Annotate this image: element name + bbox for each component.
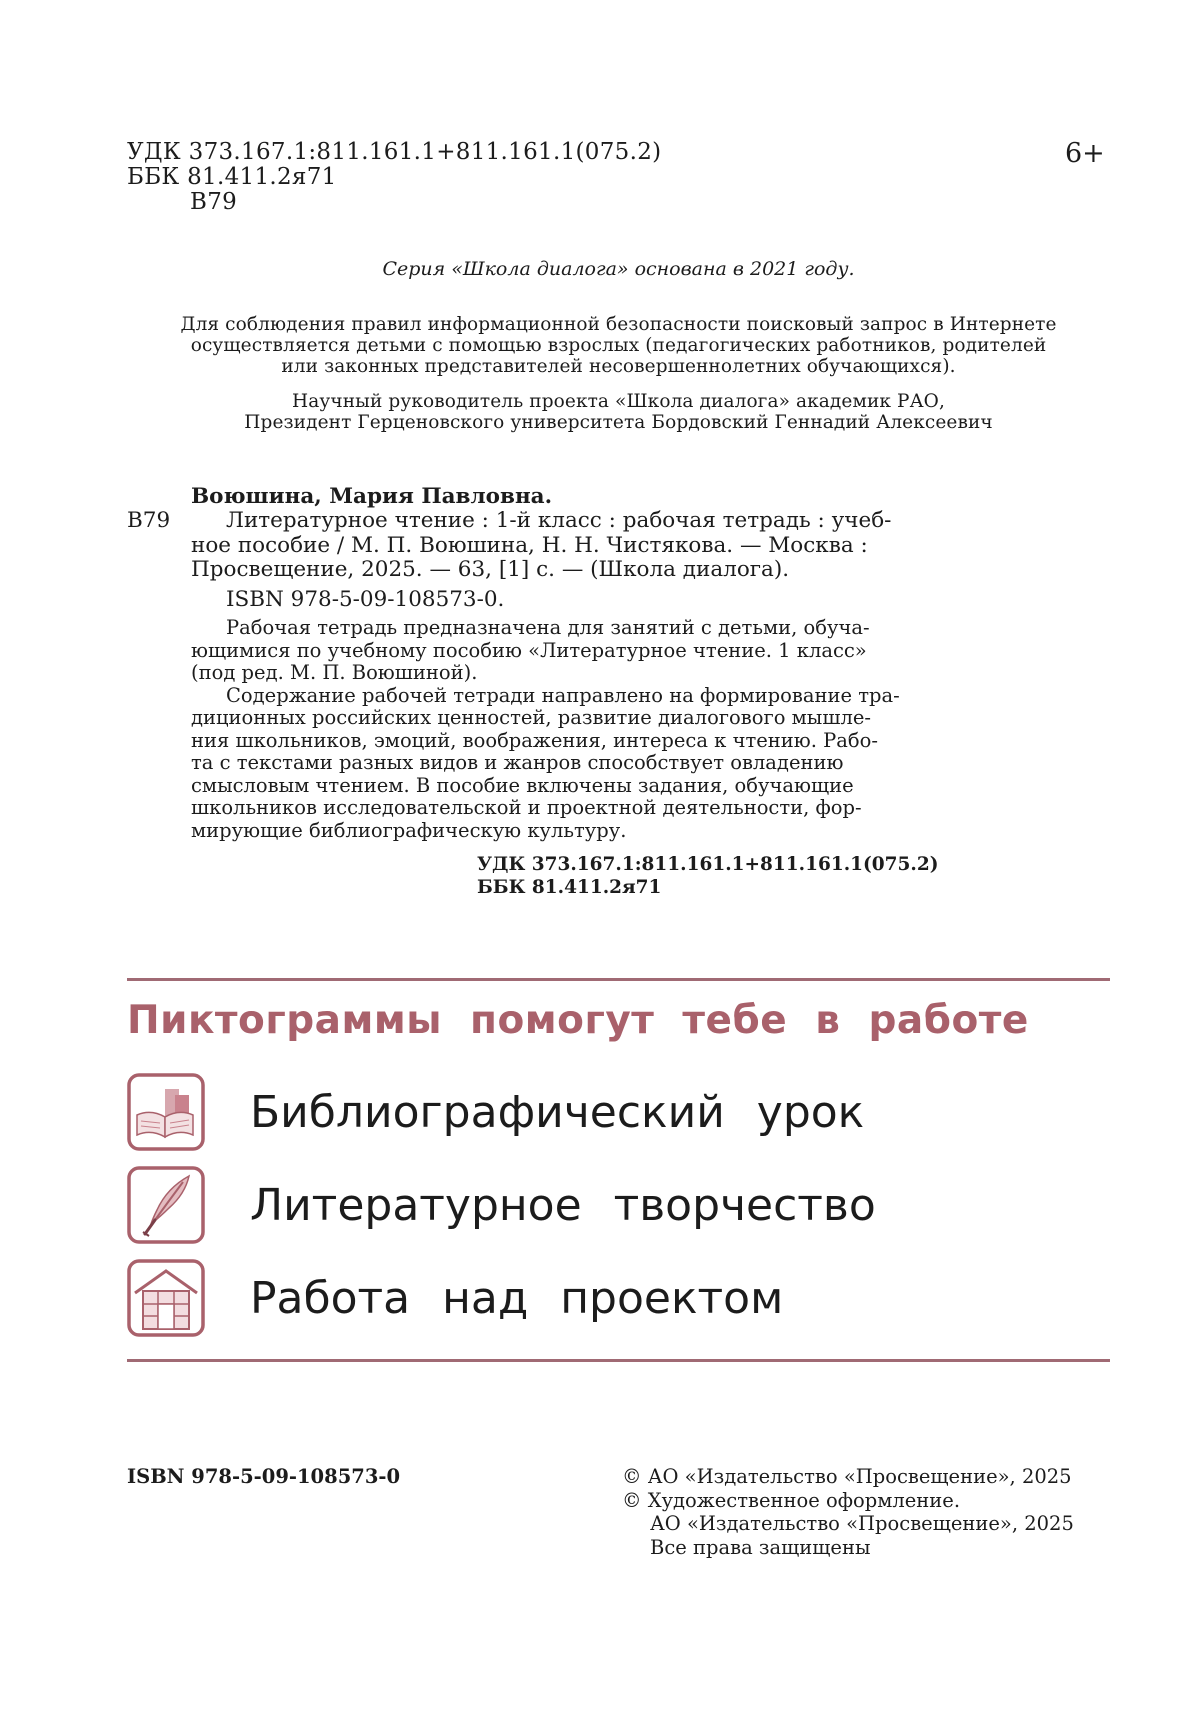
annotation-line: та с текстами разных видов и жанров способствует овладению [191,751,844,774]
annotation-line: ния школьников, эмоций, воображения, интереса к чтению. Рабо- [191,728,878,752]
supervisor-note-line: Президент Герценовского университета Бордовский Геннадий Алексеевич [244,412,993,433]
copyright-line: © Художественное оформление. [622,1488,961,1512]
annotation-line: ющимися по учебному пособию «Литературное чтение. 1 класс» [191,638,867,662]
section-divider-bottom [127,1359,1110,1362]
header-classification [127,140,661,215]
pictogram-label: Библиографический урок [250,1086,865,1138]
safety-note-line: осуществляется детьми с помощью взрослых (педагогических работников, родителей [190,335,1047,356]
pictogram-label: Работа над проектом [250,1272,784,1324]
annotation-line: диционных российских ценностей, развитие диалогового мышле- [191,706,871,729]
annotation-line: смысловым чтением. В пособие включены задания, обучающие [191,773,854,797]
annotation-line: Рабочая тетрадь предназначена для занятий с детьми, обуча- [226,616,870,639]
annotation-line: мирующие библиографическую культуру. [191,818,627,842]
pictogram-label: Литературное творчество [250,1179,876,1231]
pictogram-item [127,1073,864,1151]
annotation [191,617,903,842]
quill-pen-icon [127,1166,205,1244]
footer-copyright [622,1465,1074,1559]
bibliography-line: ное пособие / М. П. Воюшина, Н. Н. Чистякова. — Москва : [191,532,868,558]
safety-note-line: или законных представителей несовершеннолетних обучающихся). [281,356,956,377]
supervisor-note-line: Научный руководитель проекта «Школа диалога» академик РАО, [292,391,945,412]
copyright-line: АО «Издательство «Просвещение», 2025 [650,1512,1074,1535]
bibliography-author: Воюшина, Мария Павловна. [191,484,553,509]
house-project-icon [127,1259,205,1337]
annotation-udk: УДК 373.167.1:811.161.1+811.161.1(075.2) [477,854,939,875]
annotation-classification [477,854,938,899]
udk-code: УДК 373.167.1:811.161.1+811.161.1(075.2) [127,139,662,165]
bibliography-line: Литературное чтение : 1-й класс : рабочая тетрадь : учеб- [226,508,892,533]
annotation-line: Содержание рабочей тетради направлено на формирование тра- [226,683,900,707]
pictogram-item [127,1259,783,1337]
author-mark: В79 [190,189,238,215]
supervisor-note [127,391,1110,433]
pictograms-title: Пиктограммы помогут тебе в работе [127,998,1029,1043]
footer-isbn: ISBN 978-5-09-108573-0 [127,1465,401,1488]
bibliography-isbn: ISBN 978-5-09-108573-0. [226,586,505,612]
safety-note [127,314,1110,377]
book-icon [127,1073,205,1151]
bibliography-code: В79 [127,508,171,533]
bibliography-line: Просвещение, 2025. — 63, [1] с. — (Школа диалога). [191,557,790,582]
annotation-line: школьников исследовательской и проектной деятельности, фор- [191,796,862,819]
copyright-line: © АО «Издательство «Просвещение», 2025 [622,1465,1072,1488]
annotation-line: (под ред. М. П. Воюшиной). [191,661,478,684]
age-rating: 6+ [1065,138,1105,169]
bibliography-record [191,509,903,612]
copyright-line: Все права защищены [650,1535,871,1559]
section-divider-top [127,978,1110,981]
safety-note-line: Для соблюдения правил информационной безопасности поисковый запрос в Интернете [180,314,1057,335]
bbk-code: ББК 81.411.2я71 [127,164,337,190]
pictogram-item [127,1166,876,1244]
annotation-bbk: ББК 81.411.2я71 [477,876,662,898]
series-note: Серия «Школа диалога» основана в 2021 году. [382,258,855,280]
